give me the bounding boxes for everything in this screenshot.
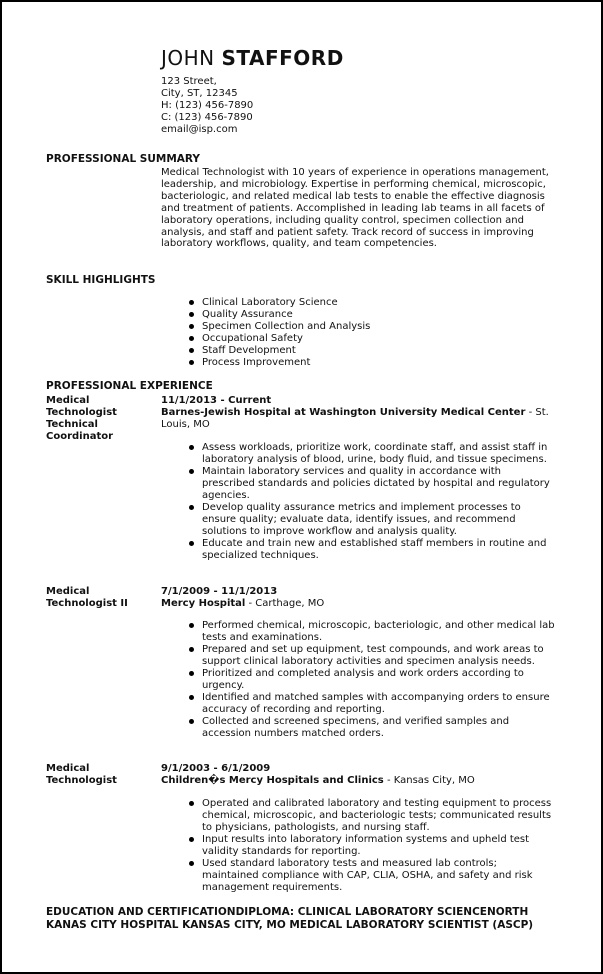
- duty-item: Assess workloads, prioritize work, coordinate staff, and assist staff in laboratory analysis of blood, urine, body fluid, and tissue specimens.: [186, 442, 556, 466]
- employer-name: Barnes-Jewish Hospital at Washington University Medical Center: [161, 407, 526, 418]
- cell-phone: C: (123) 456-7890: [161, 112, 253, 123]
- employer-location: - St. Louis, MO: [161, 407, 549, 430]
- email: email@isp.com: [161, 124, 238, 135]
- job-employer: [161, 598, 561, 610]
- duty-item: Identified and matched samples with accompanying orders to ensure accuracy of recording and reporting.: [186, 692, 556, 716]
- job-duties: [186, 442, 556, 562]
- candidate-name: [161, 46, 344, 70]
- address-street: 123 Street,: [161, 76, 217, 87]
- job-dates: 9/1/2003 - 6/1/2009: [161, 763, 271, 774]
- job-employer: [161, 775, 561, 787]
- last-name: STAFFORD: [221, 46, 344, 70]
- duty-item: Collected and screened specimens, and verified samples and accession numbers matched orders.: [186, 716, 556, 740]
- employer-name: Children�s Mercy Hospitals and Clinics: [161, 775, 384, 786]
- skills-list: [186, 297, 370, 369]
- employer-location: - Carthage, MO: [245, 598, 325, 609]
- job-dates: 11/1/2013 - Current: [161, 395, 272, 406]
- first-name: JOHN: [161, 46, 215, 70]
- skill-item: Specimen Collection and Analysis: [186, 321, 370, 333]
- skill-item: Staff Development: [186, 345, 370, 357]
- job-title: Medical Technologist II: [46, 586, 128, 609]
- duty-item: Prioritized and completed analysis and work orders according to urgency.: [186, 668, 556, 692]
- employer-name: Mercy Hospital: [161, 598, 246, 609]
- skill-item: Occupational Safety: [186, 333, 370, 345]
- job-duties: [186, 798, 556, 894]
- duty-item: Used standard laboratory tests and measured lab controls; maintained compliance with CAP, CLIA, OSHA, and safety and risk management requirements.: [186, 858, 556, 894]
- job-title: Medical Technologist Technical Coordinator: [46, 395, 117, 442]
- summary-text: Medical Technologist with 10 years of experience in operations management, leadership, and microbiology. Expertise in performing chemical, microscopic, bacteriologic, and related medical lab tests to enable the effective diagnosis and treatment of patients. Accomplished in leading lab teams in all facets of laboratory operations, including quality control, specimen collection and analysis, and staff and patient safety. Track record of success in improving laboratory workflows, quality, and team competencies.: [161, 167, 549, 250]
- duty-item: Operated and calibrated laboratory and testing equipment to process chemical, microscopic, and bacteriologic tests; communicated results to physicians, pathologists, and nursing staff.: [186, 798, 556, 834]
- duty-item: Educate and train new and established staff members in routine and specialized techniques.: [186, 538, 556, 562]
- duty-item: Maintain laboratory services and quality in accordance with prescribed standards and policies dictated by hospital and regulatory agencies.: [186, 466, 556, 502]
- duty-item: Prepared and set up equipment, test compounds, and work areas to support clinical laboratory activities and specimen analysis needs.: [186, 644, 556, 668]
- skill-item: Process Improvement: [186, 357, 370, 369]
- job-duties: [186, 620, 556, 740]
- home-phone: H: (123) 456-7890: [161, 100, 254, 111]
- job-title: Medical Technologist: [46, 763, 117, 786]
- job-employer: [161, 407, 561, 431]
- skill-item: Clinical Laboratory Science: [186, 297, 370, 309]
- education-section: EDUCATION AND CERTIFICATIONDIPLOMA: CLINICAL LABORATORY SCIENCENORTH KANAS CITY HOSPITAL KANSAS CITY, MO MEDICAL LABORATORY SCIENTIST (ASCP): [46, 906, 534, 931]
- summary-heading: PROFESSIONAL SUMMARY: [46, 153, 201, 165]
- address-city: City, ST, 12345: [161, 88, 238, 99]
- job-dates: 7/1/2009 - 11/1/2013: [161, 586, 278, 597]
- employer-location: - Kansas City, MO: [383, 775, 475, 786]
- duty-item: Performed chemical, microscopic, bacteriologic, and other medical lab tests and examinations.: [186, 620, 556, 644]
- skill-item: Quality Assurance: [186, 309, 370, 321]
- duty-item: Input results into laboratory information systems and upheld test validity standards for reporting.: [186, 834, 556, 858]
- skills-heading: SKILL HIGHLIGHTS: [46, 274, 156, 286]
- duty-item: Develop quality assurance metrics and implement processes to ensure quality; evaluate data, identify issues, and recommend solutions to improve workflow and analysis quality.: [186, 502, 556, 538]
- experience-heading: PROFESSIONAL EXPERIENCE: [46, 380, 213, 392]
- contact-info: [161, 76, 253, 136]
